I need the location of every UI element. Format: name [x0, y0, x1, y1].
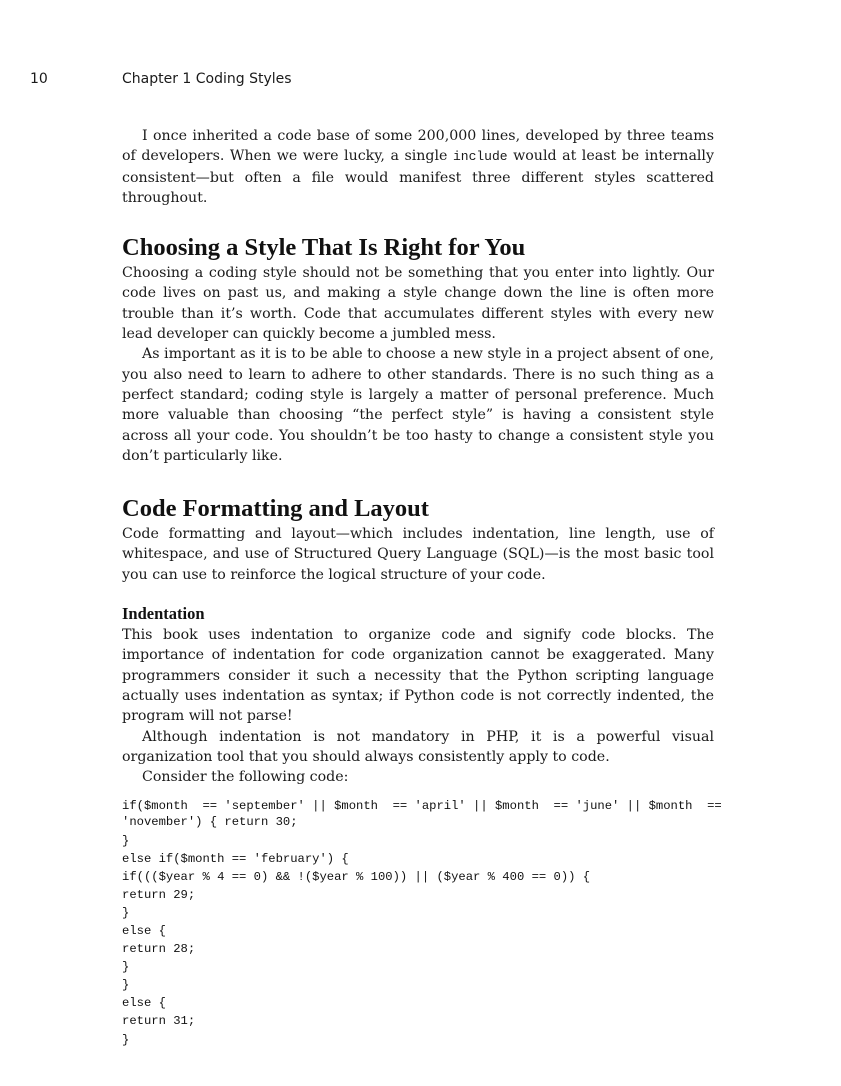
running-header: [30, 71, 730, 91]
paragraph: Consider the following code:: [142, 769, 349, 786]
code-line: else if($month == 'february') {: [122, 851, 349, 866]
code-line: return 31;: [122, 1014, 196, 1029]
code-listing: [122, 799, 722, 1048]
paragraph: Code formatting and layout—which includes indentation, line length, use of whitespace, and use of Structured Query Language (SQL)—is the most basic tool you can use to reinforce the logical structure of your code.: [122, 526, 714, 583]
section-heading-code-formatting: Code Formatting and Layout: [122, 495, 429, 523]
code-line: }: [122, 833, 130, 848]
code-line: else {: [122, 923, 166, 938]
code-line: if((($year % 4 == 0) && !($year % 100)) || ($year % 400 == 0)) {: [122, 869, 591, 884]
code-line: }: [122, 905, 130, 920]
code-line: }: [122, 1032, 130, 1047]
paragraph: Although indentation is not mandatory in PHP, it is a powerful visual organization tool that you should always consistently apply to code.: [122, 728, 714, 765]
code-line: return 28;: [122, 942, 196, 957]
code-line: if($month == 'september' || $month == 'april' || $month == 'june' || $month ==: [122, 799, 722, 814]
code-line: }: [122, 978, 130, 993]
inline-code-include: include: [452, 149, 508, 165]
running-head-title: Chapter 1 Coding Styles: [122, 71, 292, 87]
paragraph: As important as it is to be able to choose a new style in a project absent of one, you also need to learn to adhere to other standards. There is no such thing as a perfect standard; coding style is largely a matter of personal preference. Much more valuable than choosing “the perfect style” is having a consistent style across all your code. You shouldn’t be too hasty to change a consistent style you don’t particularly like.: [122, 346, 714, 464]
subsection-heading-indentation: Indentation: [122, 604, 205, 624]
code-line: 'november') { return 30;: [122, 815, 298, 830]
section-heading-choosing-style: Choosing a Style That Is Right for You: [122, 234, 526, 262]
paragraph: Choosing a coding style should not be something that you enter into lightly. Our code lives on past us, and making a style change down the line is often more trouble than it’s worth. Code that accumulates different styles with every new lead developer can quickly become a jumbled mess.: [122, 265, 714, 343]
intro-text-part-2: would at least be internally consistent—but often a file would manifest three different styles scattered throughout.: [122, 148, 714, 206]
intro-text-part-1: I once inherited a code base of some 200,000 lines, developed by three teams of developers. When we were lucky, a single: [122, 128, 714, 165]
code-line: }: [122, 960, 130, 975]
intro-paragraph: [122, 126, 714, 208]
page-number: 10: [30, 71, 48, 87]
code-line: return 29;: [122, 887, 196, 902]
paragraph: This book uses indentation to organize code and signify code blocks. The importance of indentation for code organization cannot be exaggerated. Many programmers consider it such a necessity that the Python scripting language actually uses indentation as syntax; if Python code is not correctly indented, the program will not parse!: [122, 627, 714, 725]
code-line: else {: [122, 996, 166, 1011]
page-body: [122, 126, 722, 1049]
